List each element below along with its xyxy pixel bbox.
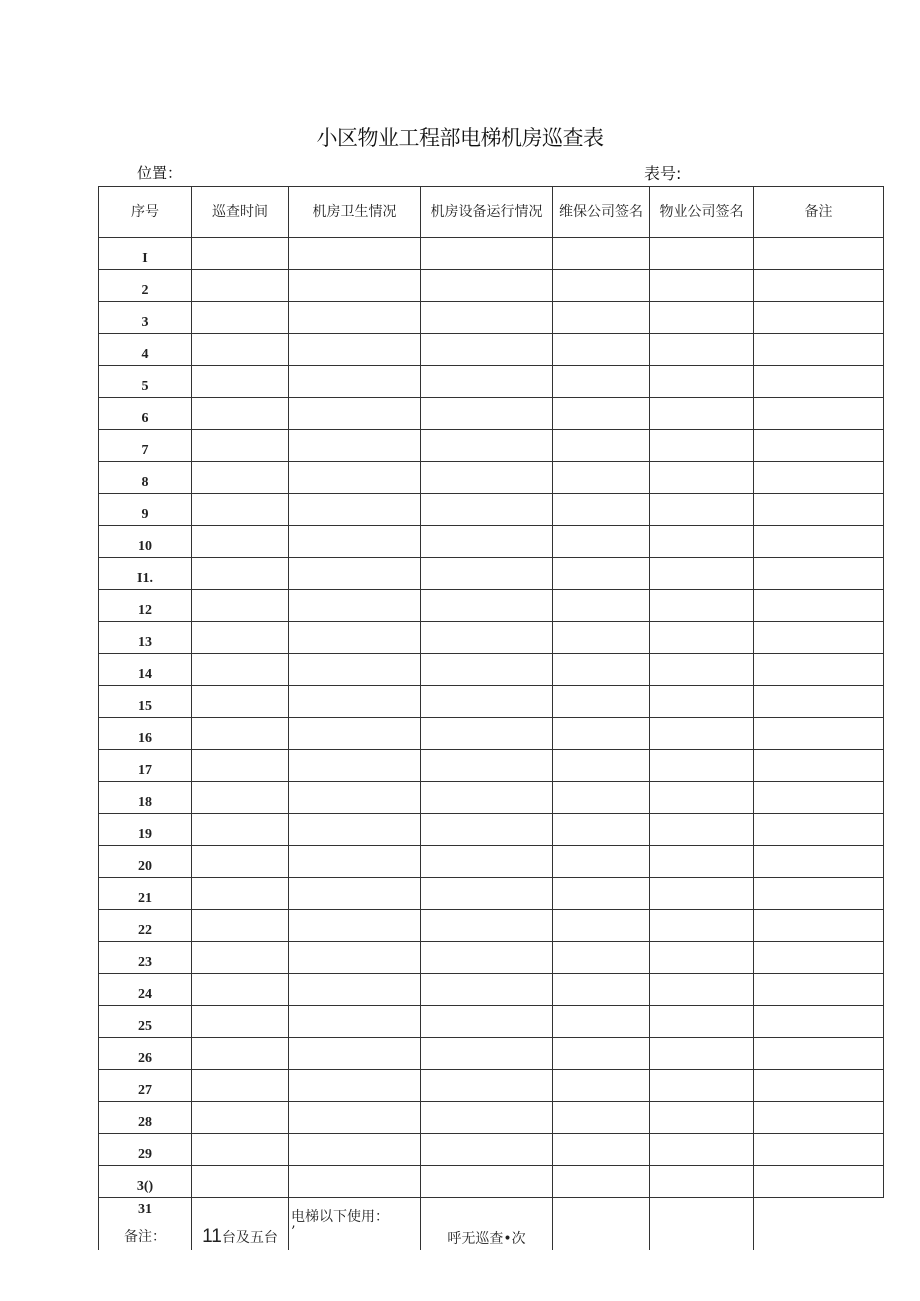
elevator-note-text: 电梯以下使用： [291,1209,389,1225]
patrol-time-cell[interactable] [192,718,289,750]
property-sign-cell[interactable] [650,1102,754,1134]
hygiene-cell[interactable] [289,302,421,334]
equipment-cell[interactable] [421,686,553,718]
hygiene-cell[interactable] [289,1038,421,1070]
property-sign-cell[interactable] [650,782,754,814]
maintenance-sign-cell[interactable] [553,974,650,1006]
patrol-time-cell[interactable] [192,942,289,974]
row-number: 10 [99,526,192,558]
maintenance-sign-cell[interactable] [553,1166,650,1198]
patrol-note-text: 呼无巡查•次 [447,1231,526,1247]
maintenance-sign-cell[interactable] [553,622,650,654]
remarks-cell[interactable] [754,686,884,718]
remarks-cell[interactable] [754,1070,884,1102]
patrol-time-cell[interactable] [192,686,289,718]
elevator-note-cell [289,1198,421,1251]
patrol-time-cell[interactable] [192,654,289,686]
remarks-cell[interactable] [754,1166,884,1198]
property-sign-cell[interactable] [650,622,754,654]
table-row [99,1166,884,1198]
table-row [99,942,884,974]
table-row [99,270,884,302]
patrol-time-cell[interactable] [192,1134,289,1166]
hygiene-cell[interactable] [289,334,421,366]
equipment-cell[interactable] [421,558,553,590]
patrol-time-cell[interactable] [192,750,289,782]
remarks-cell[interactable] [754,398,884,430]
equipment-cell[interactable] [421,750,553,782]
remarks-cell[interactable] [754,334,884,366]
table-row [99,878,884,910]
table-row [99,718,884,750]
property-sign-cell[interactable] [650,462,754,494]
row-number: 26 [99,1038,192,1070]
header-patrol-time: 巡查时间 [192,187,289,238]
property-sign-cell[interactable] [650,398,754,430]
equipment-cell[interactable] [421,590,553,622]
row-number: 5 [99,366,192,398]
hygiene-cell[interactable] [289,526,421,558]
property-sign-cell[interactable] [650,302,754,334]
elevator-note-mark: ’ [291,1224,296,1240]
hygiene-cell[interactable] [289,462,421,494]
maintenance-sign-cell[interactable] [553,526,650,558]
remarks-cell[interactable] [754,654,884,686]
row-number: 3() [99,1166,192,1198]
equipment-cell[interactable] [421,238,553,270]
maintenance-sign-cell[interactable] [553,1198,650,1251]
form-number-label: 表号: [644,164,682,183]
property-sign-cell[interactable] [650,334,754,366]
row-number: 27 [99,1070,192,1102]
equipment-cell[interactable] [421,430,553,462]
row-number: 14 [99,654,192,686]
equipment-cell[interactable] [421,494,553,526]
property-sign-cell[interactable] [650,1166,754,1198]
maintenance-sign-cell[interactable] [553,1070,650,1102]
patrol-time-cell[interactable] [192,590,289,622]
hygiene-cell[interactable] [289,1006,421,1038]
hygiene-cell[interactable] [289,910,421,942]
remarks-cell[interactable] [754,494,884,526]
table-row [99,430,884,462]
maintenance-sign-cell[interactable] [553,718,650,750]
table-row-last [99,1198,884,1251]
remarks-cell[interactable] [754,1102,884,1134]
hygiene-cell[interactable] [289,270,421,302]
property-sign-cell[interactable] [650,1070,754,1102]
row-number: 31 [138,1202,152,1217]
table-row [99,302,884,334]
hygiene-cell[interactable] [289,814,421,846]
row-number: 9 [99,494,192,526]
equipment-cell[interactable] [421,462,553,494]
remarks-cell[interactable] [754,558,884,590]
hygiene-cell[interactable] [289,558,421,590]
header-maintenance-sign: 维保公司签名 [553,187,650,238]
row-number: 12 [99,590,192,622]
property-sign-cell[interactable] [650,686,754,718]
row-number: 25 [99,1006,192,1038]
maintenance-sign-cell[interactable] [553,1102,650,1134]
note-count-rest: 台及五台 [221,1230,278,1246]
patrol-time-cell[interactable] [192,430,289,462]
remarks-cell[interactable] [754,526,884,558]
equipment-cell[interactable] [421,846,553,878]
table-row [99,686,884,718]
remarks-cell[interactable] [754,846,884,878]
remarks-cell[interactable] [754,750,884,782]
maintenance-sign-cell[interactable] [553,270,650,302]
maintenance-sign-cell[interactable] [553,558,650,590]
patrol-time-cell[interactable] [192,494,289,526]
remarks-cell[interactable] [754,1134,884,1166]
table-row [99,1102,884,1134]
hygiene-cell[interactable] [289,846,421,878]
note-count-11: 11 [202,1226,222,1247]
maintenance-sign-cell[interactable] [553,494,650,526]
patrol-time-cell[interactable] [192,398,289,430]
hygiene-cell[interactable] [289,750,421,782]
patrol-time-cell[interactable] [192,302,289,334]
patrol-time-cell[interactable] [192,878,289,910]
equipment-cell[interactable] [421,1166,553,1198]
header-property-sign: 物业公司签名 [650,187,754,238]
equipment-cell[interactable] [421,526,553,558]
hygiene-cell[interactable] [289,590,421,622]
hygiene-cell[interactable] [289,622,421,654]
row-number: 29 [99,1134,192,1166]
remarks-cell[interactable] [754,238,884,270]
patrol-time-cell[interactable] [192,910,289,942]
remarks-cell[interactable] [754,366,884,398]
property-sign-cell[interactable] [650,718,754,750]
row-number: 20 [99,846,192,878]
note-label: 备注： [124,1229,166,1245]
property-sign-cell[interactable] [650,590,754,622]
equipment-cell[interactable] [421,814,553,846]
table-row [99,622,884,654]
table-row [99,846,884,878]
equipment-cell[interactable] [421,270,553,302]
patrol-note-cell [421,1198,553,1251]
maintenance-sign-cell[interactable] [553,654,650,686]
table-row [99,366,884,398]
remarks-cell[interactable] [754,718,884,750]
maintenance-sign-cell[interactable] [553,302,650,334]
table-row [99,398,884,430]
row-number: 18 [99,782,192,814]
row-number: 17 [99,750,192,782]
location-label: 位置： [137,164,183,182]
property-sign-cell[interactable] [650,878,754,910]
equipment-cell[interactable] [421,366,553,398]
table-row [99,334,884,366]
equipment-cell[interactable] [421,622,553,654]
maintenance-sign-cell[interactable] [553,750,650,782]
patrol-time-cell[interactable] [192,1070,289,1102]
patrol-time-cell[interactable] [192,366,289,398]
maintenance-sign-cell[interactable] [553,1006,650,1038]
maintenance-sign-cell[interactable] [553,686,650,718]
hygiene-cell[interactable] [289,494,421,526]
patrol-time-cell[interactable] [192,1006,289,1038]
hygiene-cell[interactable] [289,654,421,686]
equipment-cell[interactable] [421,654,553,686]
equipment-cell[interactable] [421,1134,553,1166]
equipment-cell[interactable] [421,398,553,430]
table-row [99,910,884,942]
property-sign-cell[interactable] [650,1038,754,1070]
table-row [99,526,884,558]
page-title: 小区物业工程部电梯机房巡查表 [316,126,604,150]
remarks-cell[interactable] [754,590,884,622]
remarks-cell[interactable] [754,974,884,1006]
maintenance-sign-cell[interactable] [553,846,650,878]
equipment-cell[interactable] [421,942,553,974]
remarks-cell[interactable] [754,270,884,302]
header-equipment: 机房设备运行情况 [421,187,553,238]
patrol-time-cell[interactable] [192,782,289,814]
patrol-time-cell[interactable] [192,1166,289,1198]
hygiene-cell[interactable] [289,686,421,718]
table-header-row [99,187,884,238]
maintenance-sign-cell[interactable] [553,238,650,270]
remarks-cell[interactable] [754,302,884,334]
maintenance-sign-cell[interactable] [553,910,650,942]
hygiene-cell[interactable] [289,1102,421,1134]
maintenance-sign-cell[interactable] [553,942,650,974]
inspection-table [98,186,884,1250]
maintenance-sign-cell[interactable] [553,334,650,366]
hygiene-cell[interactable] [289,238,421,270]
patrol-time-cell[interactable] [192,1038,289,1070]
hygiene-cell[interactable] [289,974,421,1006]
property-sign-cell[interactable] [650,654,754,686]
maintenance-sign-cell[interactable] [553,462,650,494]
equipment-cell[interactable] [421,910,553,942]
table-row [99,558,884,590]
equipment-cell[interactable] [421,1102,553,1134]
table-row [99,1134,884,1166]
row-number: 16 [99,718,192,750]
equipment-cell[interactable] [421,1006,553,1038]
patrol-time-cell[interactable] [192,974,289,1006]
property-sign-cell[interactable] [650,494,754,526]
remarks-cell[interactable] [754,942,884,974]
hygiene-cell[interactable] [289,1166,421,1198]
equipment-cell[interactable] [421,1038,553,1070]
equipment-cell[interactable] [421,878,553,910]
maintenance-sign-cell[interactable] [553,366,650,398]
maintenance-sign-cell[interactable] [553,1134,650,1166]
patrol-time-cell[interactable] [192,814,289,846]
patrol-time-cell[interactable] [192,558,289,590]
table-row [99,750,884,782]
row-number: 19 [99,814,192,846]
property-sign-cell[interactable] [650,974,754,1006]
header-remarks: 备注 [754,187,884,238]
header-seq: 序号 [99,187,192,238]
row-number: 15 [99,686,192,718]
row-number: I [99,238,192,270]
row-number: 13 [99,622,192,654]
remarks-cell[interactable] [754,430,884,462]
equipment-cell[interactable] [421,334,553,366]
property-sign-cell[interactable] [650,1134,754,1166]
property-sign-cell[interactable] [650,558,754,590]
remarks-cell[interactable] [754,1198,884,1251]
maintenance-sign-cell[interactable] [553,1038,650,1070]
property-sign-cell[interactable] [650,270,754,302]
patrol-time-cell[interactable] [192,622,289,654]
property-sign-cell[interactable] [650,430,754,462]
table-body [99,187,884,1251]
hygiene-cell[interactable] [289,430,421,462]
row-number: 24 [99,974,192,1006]
hygiene-cell[interactable] [289,782,421,814]
maintenance-sign-cell[interactable] [553,398,650,430]
row-number: 7 [99,430,192,462]
patrol-time-cell[interactable] [192,334,289,366]
table-row [99,238,884,270]
table-row [99,1070,884,1102]
table-row [99,494,884,526]
remarks-cell[interactable] [754,782,884,814]
hygiene-cell[interactable] [289,1070,421,1102]
row-number-with-note [99,1198,192,1251]
table-row [99,974,884,1006]
table-row [99,590,884,622]
equipment-cell[interactable] [421,974,553,1006]
patrol-time-cell[interactable] [192,462,289,494]
maintenance-sign-cell[interactable] [553,878,650,910]
hygiene-cell[interactable] [289,942,421,974]
row-number: I1. [99,558,192,590]
hygiene-cell[interactable] [289,366,421,398]
property-sign-cell[interactable] [650,750,754,782]
row-number: 21 [99,878,192,910]
hygiene-cell[interactable] [289,1134,421,1166]
patrol-time-cell[interactable] [192,846,289,878]
remarks-cell[interactable] [754,910,884,942]
row-number: 8 [99,462,192,494]
table-row [99,1038,884,1070]
maintenance-sign-cell[interactable] [553,590,650,622]
row-number: 2 [99,270,192,302]
patrol-time-cell[interactable] [192,270,289,302]
row-number: 22 [99,910,192,942]
row-number: 4 [99,334,192,366]
maintenance-sign-cell[interactable] [553,814,650,846]
table-row [99,462,884,494]
table-row [99,782,884,814]
equipment-cell[interactable] [421,302,553,334]
equipment-cell[interactable] [421,718,553,750]
header-hygiene: 机房卫生情况 [289,187,421,238]
equipment-cell[interactable] [421,782,553,814]
remarks-cell[interactable] [754,462,884,494]
property-sign-cell[interactable] [650,846,754,878]
row-number: 23 [99,942,192,974]
table-row [99,654,884,686]
remarks-cell[interactable] [754,814,884,846]
hygiene-cell[interactable] [289,878,421,910]
property-sign-cell[interactable] [650,910,754,942]
remarks-cell[interactable] [754,1038,884,1070]
patrol-time-cell[interactable] [192,1102,289,1134]
property-sign-cell[interactable] [650,1198,754,1251]
hygiene-cell[interactable] [289,398,421,430]
patrol-time-cell[interactable] [192,238,289,270]
table-row [99,814,884,846]
property-sign-cell[interactable] [650,1006,754,1038]
property-sign-cell[interactable] [650,814,754,846]
remarks-cell[interactable] [754,622,884,654]
property-sign-cell[interactable] [650,942,754,974]
table-row [99,1006,884,1038]
maintenance-sign-cell[interactable] [553,430,650,462]
note-count-cell [192,1198,289,1251]
row-number: 6 [99,398,192,430]
property-sign-cell[interactable] [650,238,754,270]
property-sign-cell[interactable] [650,526,754,558]
row-number: 28 [99,1102,192,1134]
row-number: 3 [99,302,192,334]
hygiene-cell[interactable] [289,718,421,750]
remarks-cell[interactable] [754,1006,884,1038]
patrol-time-cell[interactable] [192,526,289,558]
equipment-cell[interactable] [421,1070,553,1102]
remarks-cell[interactable] [754,878,884,910]
property-sign-cell[interactable] [650,366,754,398]
maintenance-sign-cell[interactable] [553,782,650,814]
